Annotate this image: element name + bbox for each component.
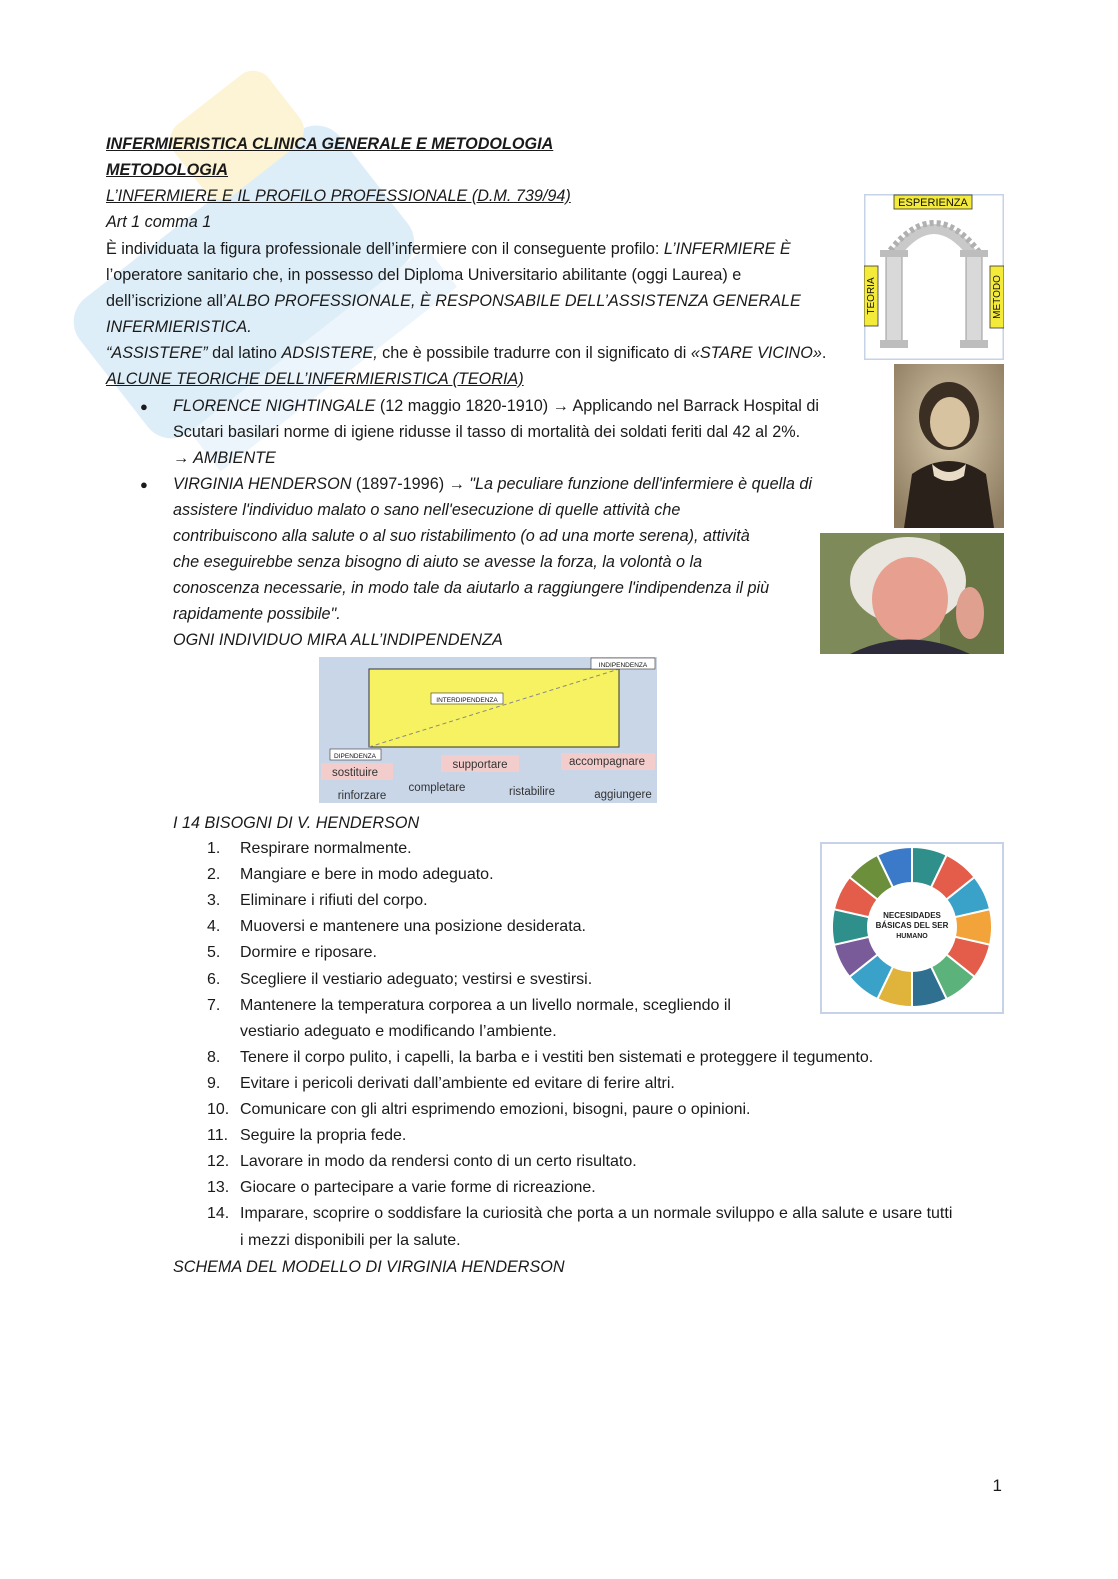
- need-text: Comunicare con gli altri esprimendo emozioni, bisogni, paure o opinioni.: [240, 1101, 751, 1118]
- text-run: L’INFERMIERE È: [663, 240, 791, 258]
- need-number: 13.: [207, 1179, 230, 1197]
- henderson-line: contribuiscono alla salute o al suo ristabilimento (o ad una morte serena), attività: [173, 527, 750, 545]
- section-heading-profile: L’INFERMIERE E IL PROFILO PROFESSIONALE (D.M. 739/94): [106, 187, 571, 205]
- text-run: ALBO PROFESSIONALE, È RESPONSABILE DELL’ASSISTENZA GENERALE: [226, 292, 801, 310]
- paragraph-line: l’operatore sanitario che, in possesso del Diploma Universitario abilitante (oggi Laurea) e: [106, 266, 742, 284]
- independence-statement: OGNI INDIVIDUO MIRA ALL’INDIPENDENZA: [173, 631, 503, 649]
- henderson-line: conoscenza necessarie, in modo tale da aiutarlo a raggiungere l'indipendenza il più: [173, 579, 770, 597]
- wheel-label-line: HUMANO: [896, 933, 928, 940]
- need-text: Giocare o partecipare a varie forme di ricreazione.: [240, 1179, 596, 1197]
- nightingale-line: [173, 396, 819, 416]
- ristabilire-label: ristabilire: [508, 786, 556, 798]
- need-text: Evitare i pericoli derivati dall’ambiente ed evitare di ferire altri.: [240, 1074, 675, 1092]
- text-run: che è possibile tradurre con il significato di: [377, 344, 691, 362]
- need-text: Scegliere il vestiario adeguato; vestirsi e svestirsi.: [240, 970, 593, 988]
- document-title: INFERMIERISTICA CLINICA GENERALE E METODOLOGIA: [106, 135, 554, 153]
- need-text: Lavorare in modo da rendersi conto di un certo risultato.: [240, 1153, 637, 1171]
- wheel-label-line: NECESIDADES: [883, 911, 941, 920]
- need-number: 7.: [207, 996, 221, 1014]
- need-text: Seguire la propria fede.: [240, 1127, 407, 1145]
- basic-needs-wheel: [820, 842, 1004, 1014]
- need-text: Tenere il corpo pulito, i capelli, la barba e i vestiti ben sistemati e proteggere il tegumento.: [240, 1048, 874, 1066]
- text-run: dal latino: [207, 344, 282, 362]
- schema-heading: SCHEMA DEL MODELLO DI VIRGINIA HENDERSON: [173, 1258, 565, 1276]
- text-run: (1897-1996) →: [351, 475, 470, 493]
- need-number: 12.: [207, 1153, 230, 1171]
- assistere-definition: [106, 343, 826, 363]
- document-subtitle: METODOLOGIA: [106, 161, 229, 179]
- paragraph-line: [106, 291, 801, 311]
- need-number: 10.: [207, 1101, 230, 1118]
- need-number: 5.: [207, 944, 221, 962]
- text-run: dell’iscrizione all’: [106, 292, 227, 310]
- need-number: 4.: [207, 918, 221, 936]
- text-run: «STARE VICINO»: [690, 344, 822, 362]
- text-run: “ASSISTERE”: [106, 344, 208, 362]
- completare-label: completare: [408, 782, 466, 794]
- nightingale-line: → AMBIENTE: [173, 449, 276, 467]
- nightingale-line: Scutari basilari norme di igiene ridusse il tasso di mortalità dei soldati feriti dal 42 al 2%.: [173, 423, 801, 441]
- bullet-icon: ●: [140, 477, 148, 492]
- article-reference: Art 1 comma 1: [106, 213, 212, 231]
- need-number: 3.: [207, 892, 221, 910]
- rinforzare-label: rinforzare: [337, 790, 387, 802]
- need-number: 6.: [207, 970, 221, 988]
- need-number: 11.: [207, 1127, 229, 1145]
- text-run: .: [821, 344, 827, 362]
- need-text: Mantenere la temperatura corporea a un livello normale, scegliendo il: [240, 996, 731, 1014]
- need-text: Muoversi e mantenere una posizione desiderata.: [240, 918, 586, 936]
- henderson-line: [173, 474, 812, 494]
- arch-top-label: ESPERIENZA: [898, 197, 968, 209]
- need-text: Respirare normalmente.: [240, 840, 412, 857]
- text-run: FLORENCE NIGHTINGALE: [173, 397, 376, 415]
- indipendenza-label: INDIPENDENZA: [598, 662, 648, 669]
- need-number: 14.: [207, 1205, 230, 1223]
- henderson-line: rapidamente possibile".: [173, 605, 341, 623]
- interdipendenza-label: INTERDIPENDENZA: [436, 697, 498, 704]
- need-number: 9.: [207, 1074, 221, 1092]
- dipendenza-label: DIPENDENZA: [334, 753, 376, 760]
- need-text: Imparare, scoprire o soddisfare la curiosità che porta a un normale sviluppo e alla salute e usare tutti: [240, 1205, 953, 1223]
- page-number: 1: [992, 1476, 1002, 1495]
- bullet-icon: ●: [140, 399, 148, 414]
- need-text: Dormire e riposare.: [240, 944, 377, 962]
- need-number: 2.: [207, 866, 221, 884]
- supportare-label: supportare: [452, 759, 508, 771]
- need-number: 1.: [207, 840, 221, 857]
- text-run: VIRGINIA HENDERSON: [173, 475, 352, 493]
- arch-right-label: METODO: [992, 275, 1003, 319]
- florence-nightingale-portrait: [894, 364, 1004, 528]
- needs-heading: I 14 BISOGNI DI V. HENDERSON: [173, 814, 420, 832]
- text-run: (12 maggio 1820-1910) → Applicando nel Barrack Hospital di: [375, 397, 820, 415]
- henderson-line: assistere l'individuo malato o sano nell'esecuzione di quelle attività che: [173, 501, 681, 519]
- dependency-diagram: [319, 657, 657, 803]
- text-run: "La peculiare funzione dell'infermiere è quella di: [469, 475, 812, 493]
- accompagnare-label: accompagnare: [568, 756, 646, 768]
- text-run: ADSISTERE,: [281, 344, 378, 362]
- paragraph-line: INFERMIERISTICA.: [106, 318, 252, 336]
- arch-left-label: TEORIA: [866, 277, 877, 315]
- need-text: Eliminare i rifiuti del corpo.: [240, 892, 428, 910]
- paragraph-line: [106, 239, 791, 259]
- need-text-continued: vestiario adeguato e modificando l’ambiente.: [240, 1022, 557, 1040]
- aggiungere-label: aggiungere: [594, 789, 652, 801]
- virginia-henderson-portrait: [820, 533, 1004, 654]
- wheel-label-line: BÁSICAS DEL SER: [875, 921, 949, 930]
- section-heading-theorists: ALCUNE TEORICHE DELL’INFERMIERISTICA (TEORIA): [106, 370, 524, 388]
- henderson-line: che eseguirebbe senza bisogno di aiuto se avesse la forza, la volontà o la: [173, 553, 703, 571]
- sostituire-label: sostituire: [331, 767, 379, 779]
- arch-illustration: [864, 194, 1004, 360]
- need-text-continued: i mezzi disponibili per la salute.: [240, 1231, 461, 1249]
- need-number: 8.: [207, 1048, 221, 1066]
- text-run: È individuata la figura professionale dell’infermiere con il conseguente profilo:: [106, 240, 664, 258]
- need-text: Mangiare e bere in modo adeguato.: [240, 866, 494, 884]
